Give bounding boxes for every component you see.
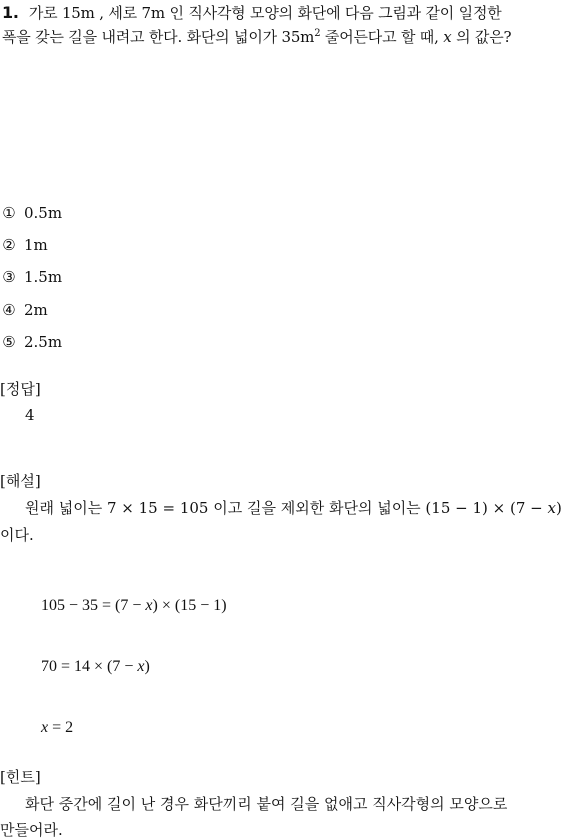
equation-2-variable: x — [137, 658, 145, 675]
hint-line-2: 만들어라. — [0, 821, 63, 839]
answer-value: 4 — [25, 406, 35, 424]
explanation-line-1 — [25, 497, 562, 518]
equation-2-right: ) — [144, 658, 150, 675]
choice-1-text: 0.5m — [24, 204, 63, 222]
choice-3[interactable] — [0, 268, 62, 286]
question-text-2c: 의 값은? — [451, 28, 512, 46]
question-text-1: 가로 15m , 세로 7m 인 직사각형 모양의 화단에 다음 그림과 같이 일정한 — [28, 4, 502, 22]
explanation-line-2: 이다. — [0, 526, 34, 544]
explanation-text-1b: ) — [555, 499, 562, 517]
choice-3-text: 1.5m — [24, 268, 63, 286]
area-exponent: 2 — [314, 28, 321, 39]
choice-2[interactable] — [0, 236, 48, 254]
equation-3 — [41, 719, 73, 737]
question-text-2a: 폭을 갖는 길을 내려고 한다. 화단의 넓이가 35m — [2, 28, 315, 46]
explanation-label: [해설] — [0, 472, 41, 490]
question-line-2 — [2, 26, 511, 47]
answer-label: [정답] — [0, 380, 41, 398]
hint-label: [힌트] — [0, 768, 41, 786]
equation-1-left: 105 − 35 = (7 − — [41, 597, 146, 614]
equation-1-right: ) × (15 − 1) — [152, 597, 227, 614]
question-line-1 — [2, 2, 502, 23]
choice-4[interactable] — [0, 301, 48, 319]
choice-4-mark: ④ — [2, 301, 16, 319]
explanation-variable: x — [547, 499, 556, 517]
question-variable: x — [443, 28, 452, 46]
choice-4-text: 2m — [24, 301, 48, 319]
equation-2-left: 70 = 14 × (7 − — [41, 658, 138, 675]
equation-1-variable: x — [145, 597, 153, 614]
choice-2-text: 1m — [24, 236, 48, 254]
choice-1[interactable] — [0, 204, 62, 222]
choice-2-mark: ② — [2, 236, 16, 254]
equation-3-variable: x — [41, 719, 49, 736]
choice-3-mark: ③ — [2, 268, 16, 286]
question-number: 1. — [2, 3, 19, 22]
choice-5[interactable] — [0, 333, 62, 351]
choice-5-mark: ⑤ — [2, 333, 16, 351]
explanation-text-1a: 원래 넓이는 7 × 15 = 105 이고 길을 제외한 화단의 넓이는 (15 − 1) × (7 − — [25, 499, 548, 517]
question-text-2b: 줄어든다고 할 때, — [320, 28, 444, 46]
equation-3-right: = 2 — [48, 719, 74, 736]
equation-2 — [41, 658, 150, 676]
choice-5-text: 2.5m — [24, 333, 63, 351]
hint-line-1: 화단 중간에 길이 난 경우 화단끼리 붙여 길을 없애고 직사각형의 모양으로 — [25, 795, 508, 813]
choice-1-mark: ① — [2, 204, 16, 222]
equation-1 — [41, 597, 227, 615]
